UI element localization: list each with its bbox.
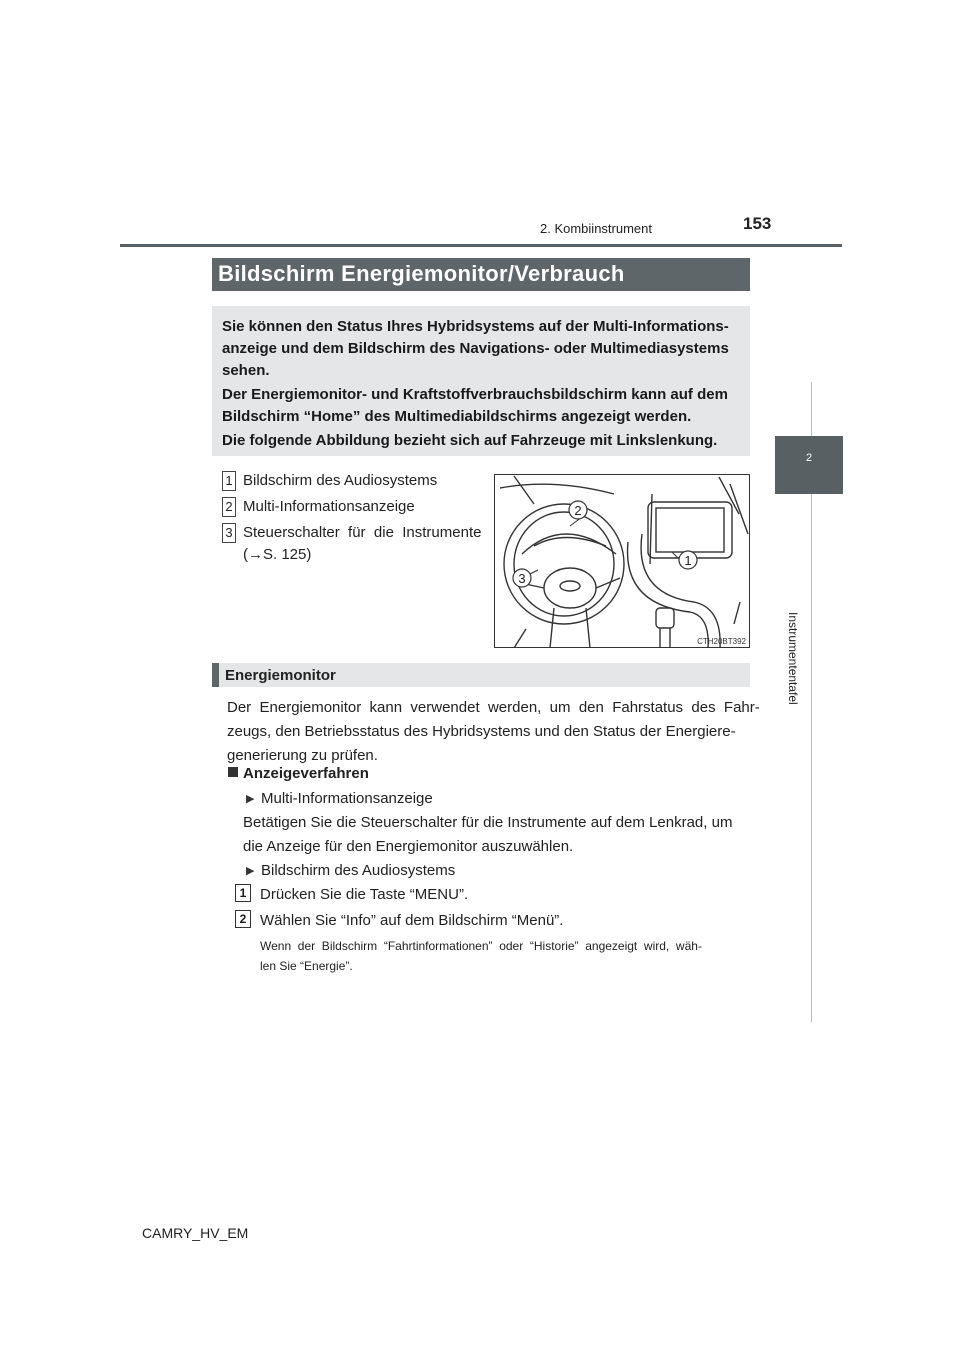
intro-line: Der Energiemonitor- und Kraftstoffverbrauchsbildschirm kann auf dem [222,386,728,403]
body-line: zeugs, den Betriebsstatus des Hybridsystems und den Status der Energiere- [227,723,736,740]
subsection-marker [212,663,219,687]
method-title: Bildschirm des Audiosystems [261,862,456,879]
bullet-square-icon [228,767,238,777]
body-line: Der Energiemonitor kann verwendet werden, um den Fahrstatus des Fahr- [227,699,760,716]
footer-code: CAMRY_HV_EM [142,1225,249,1241]
callout-label: 2 [574,503,582,518]
subsection-title: Energiemonitor [225,667,336,684]
intro-line: anzeige und dem Bildschirm des Navigations- oder Multimediasystems [222,340,729,357]
legend-number: 2 [222,497,236,517]
chapter-title: 2. Kombiinstrument [540,221,652,236]
section-title: Bildschirm Energiemonitor/Verbrauch [218,261,625,286]
cockpit-illustration [494,474,750,648]
arrow-bullet-icon: ▶ [246,793,255,805]
page-number: 153 [743,214,772,233]
chapter-tab-number: 2 [805,452,813,464]
step-number: 2 [235,910,251,928]
procedure-heading: Anzeigeverfahren [243,765,369,782]
arrow-bullet-icon: ▶ [246,865,255,877]
note-line: len Sie “Energie”. [260,959,353,973]
callout-label: 3 [518,571,526,586]
legend-number: 3 [222,523,236,543]
header-divider [120,244,842,247]
legend-text: Steuerschalter für die Instrumente [243,524,482,541]
figure-code: CTH20BT392 [697,637,746,646]
method-title: Multi-Informationsanzeige [261,790,433,807]
legend-text: Multi-Informationsanzeige [243,498,415,515]
note-line: Wenn der Bildschirm “Fahrtinformationen” oder “Historie” angezeigt wird, wäh- [260,939,702,953]
intro-line: sehen. [222,362,270,379]
chapter-tab-label: Instrumententafel [786,612,800,705]
step-text: Drücken Sie die Taste “MENU”. [260,886,469,903]
legend-reference: (→S. 125) [243,546,312,563]
chapter-tab [775,436,843,494]
legend-number: 1 [222,471,236,491]
step-text: Wählen Sie “Info” auf dem Bildschirm “Menü”. [260,912,564,929]
step-number: 1 [235,884,251,902]
legend-text: Bildschirm des Audiosystems [243,472,438,489]
callout-label: 1 [684,553,692,568]
intro-line: Die folgende Abbildung bezieht sich auf Fahrzeuge mit Linkslenkung. [222,432,718,449]
intro-line: Bildschirm “Home” des Multimediabildschirms angezeigt werden. [222,408,692,425]
method-text: die Anzeige für den Energiemonitor auszuwählen. [243,838,574,855]
method-text: Betätigen Sie die Steuerschalter für die Instrumente auf dem Lenkrad, um [243,814,733,831]
body-line: generierung zu prüfen. [227,747,378,764]
intro-line: Sie können den Status Ihres Hybridsystems auf der Multi-Informations- [222,318,729,335]
